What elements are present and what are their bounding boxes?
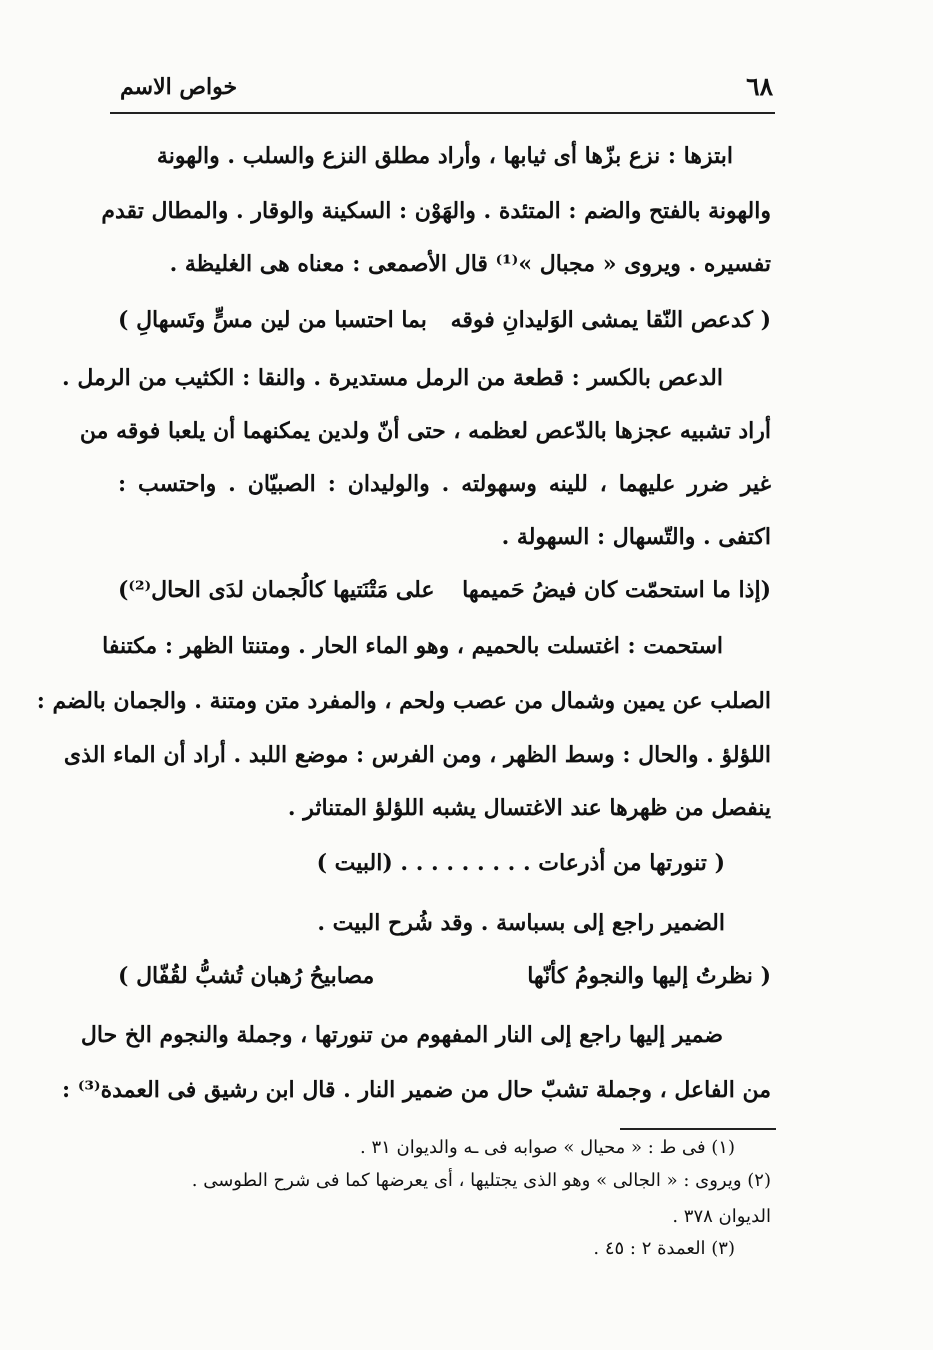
paragraph-line: الدعص بالكسر : قطعة من الرمل مستديرة . والنقا : الكثيب من الرمل . — [62, 365, 723, 391]
verse-hemistich-left: مصابيحُ رُهبان تُشبُّ لقُفّال ) — [118, 963, 375, 989]
verse-hemistich-right: (إذا ما استحمّت كان فيضُ حَميمها — [462, 577, 771, 603]
verse-line — [118, 577, 771, 609]
footnote-2-continuation: الديوان ٣٧٨ . — [672, 1206, 771, 1227]
paragraph-line: أراد تشبيه عجزها بالدّعص لعظمه ، حتى أنّ ولدين يمكنهما أن يلعبا فوقه من — [79, 418, 771, 444]
verse-line: ( تنورتها من أذرعات . . . . . . . . . (البيت ) — [316, 850, 725, 876]
paragraph-line: من الفاعل ، وجملة تشبّ حال من ضمير النار . قال ابن رشيق فى العمدة⁽³⁾ : — [62, 1077, 771, 1103]
page-header — [110, 72, 775, 112]
paragraph-line: ابتزها : نزع بزّها أى ثيابها ، وأراد مطلق النزع والسلب . والهونة — [156, 143, 733, 169]
page-number: ٦٨ — [746, 72, 773, 101]
paragraph-line: استحمت : اغتسلت بالحميم ، وهو الماء الحار . ومتنتا الظهر : مكتنفا — [102, 633, 723, 659]
paragraph-line: والهونة بالفتح والضم : المتئدة . والهَوْن : السكينة والوقار . والمطال تقدم — [101, 198, 771, 224]
footnote-2: (٢) ويروى : « الجالى » وهو الذى يجتليها ، أى يعرضها كما فى شرح الطوسى . — [191, 1170, 771, 1191]
verse-hemistich-right: ( نظرتُ إليها والنجومُ كأنّها — [527, 963, 771, 989]
verse-line — [118, 307, 771, 339]
header-rule — [110, 112, 775, 114]
footnote-3: (٣) العمدة ٢ : ٤٥ . — [593, 1238, 735, 1259]
verse-line — [118, 963, 771, 995]
footnote-1: (١) فى ط : « محيال » صوابه فى ـه والديوان ٣١ . — [360, 1137, 735, 1158]
paragraph-line: تفسيره . ويروى « مجبال »⁽¹⁾ قال الأصمعى : معناه هى الغليظة . — [169, 251, 771, 277]
paragraph-line: اللؤلؤ . والحال : وسط الظهر ، ومن الفرس : موضع اللبد . أراد أن الماء الذى — [63, 742, 771, 768]
footnote-rule — [620, 1128, 776, 1130]
verse-hemistich-right: ( كدعص النّقا يمشى الوَليدانِ فوقه — [450, 307, 771, 333]
paragraph-line: الضمير راجع إلى بسباسة . وقد شُرح البيت . — [317, 910, 725, 936]
paragraph-line: غير ضرر عليهما ، للينه وسهولته . والوليدان : الصبيّان . واحتسب : — [118, 471, 771, 497]
verse-hemistich-left: بما احتسبا من لين مسٍّ وتَسهالِ ) — [118, 307, 427, 333]
running-title: خواص الاسم — [120, 74, 238, 100]
paragraph-line: ضمير إليها راجع إلى النار المفهوم من تنورتها ، وجملة والنجوم الخ حال — [80, 1022, 723, 1048]
paragraph-line: اكتفى . والتّسهال : السهولة . — [501, 524, 771, 550]
paragraph-line: ينفصل من ظهرها عند الاغتسال يشبه اللؤلؤ المتناثر . — [287, 795, 771, 821]
paragraph-line: الصلب عن يمين وشمال من عصب ولحم ، والمفرد متن ومتنة . والجمان بالضم : — [36, 688, 771, 714]
verse-hemistich-left: على مَتْنَتيها كالُجمان لدَى الحال⁽²⁾) — [118, 577, 435, 603]
